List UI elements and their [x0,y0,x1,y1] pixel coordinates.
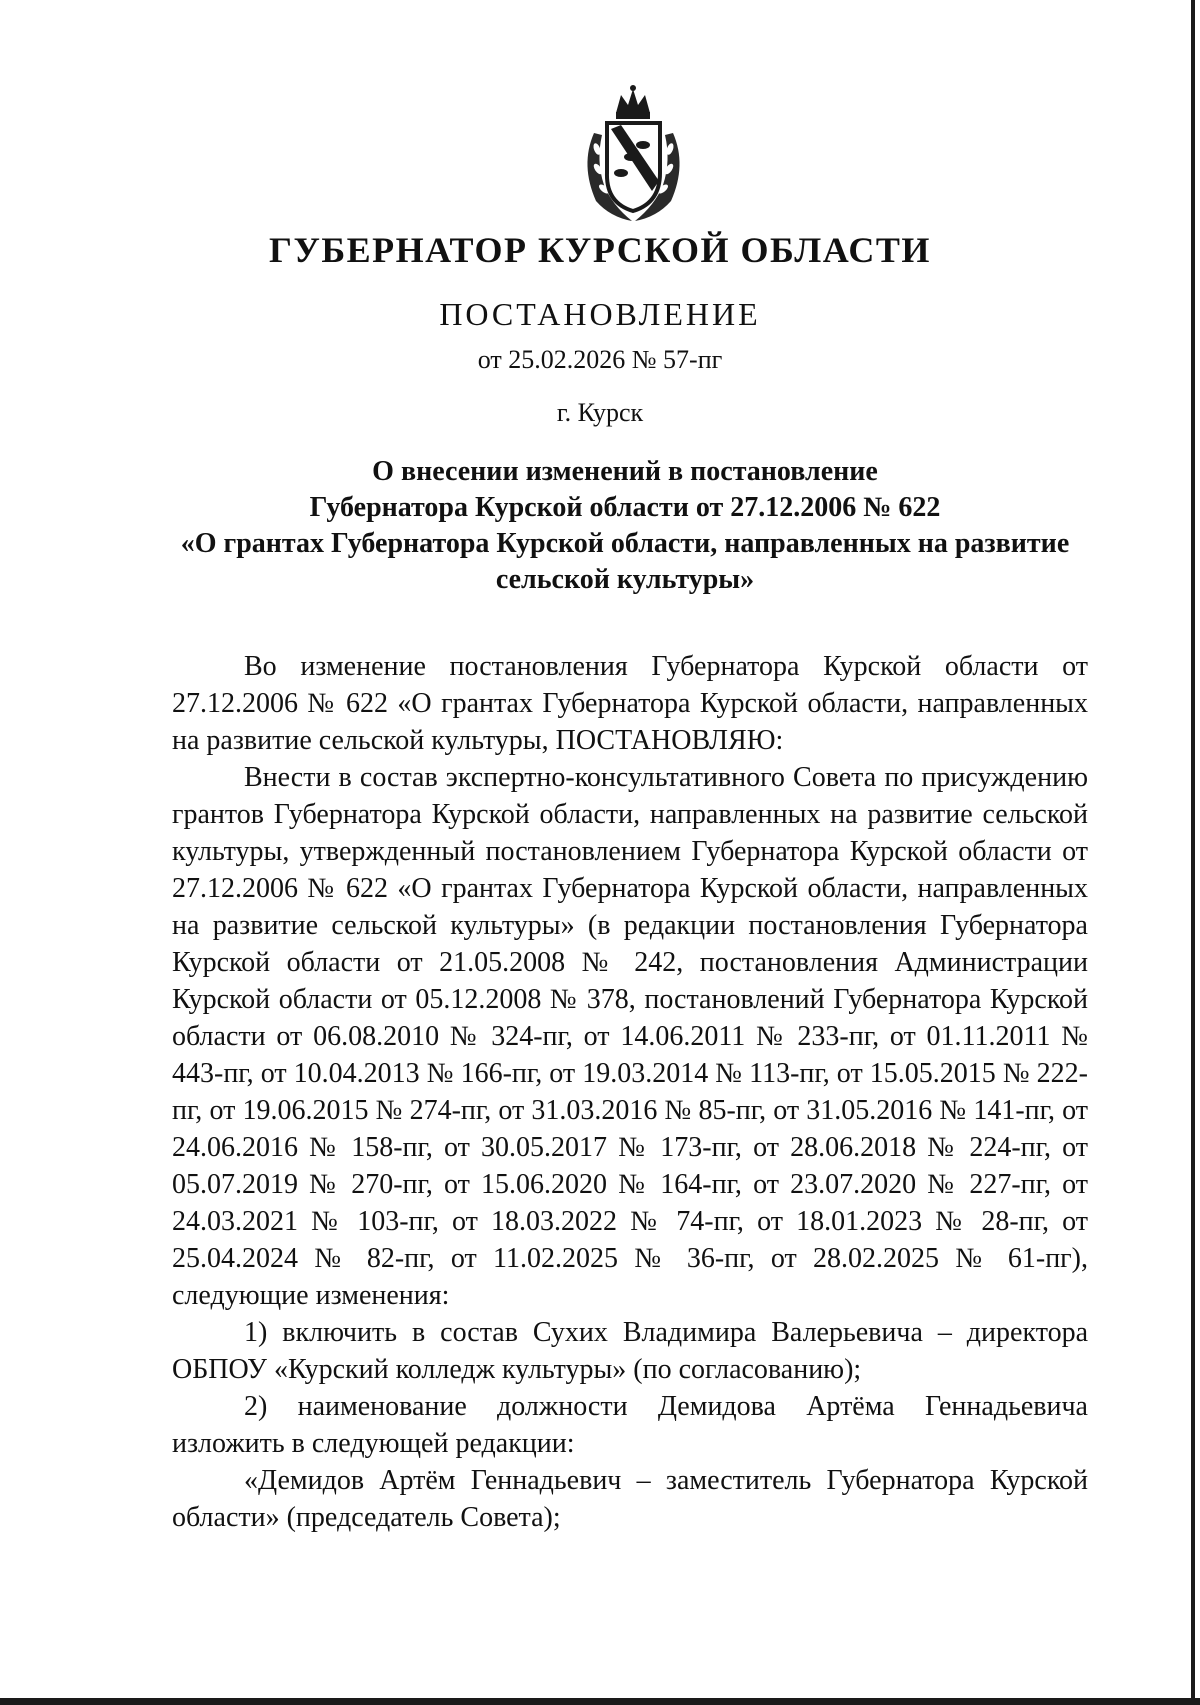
body-paragraph-amendment: Внести в состав экспертно-консультативного Совета по присуждению грантов Губернатора Курской области, направленных на развитие сельской культуры, утвержденный постановлением Губернатора Курской области от 27.12.2006 № 622 «О грантах Губернатора Курской области, направленных на развитие сельской культуры» (в редакции постановления Губернатора Курской области от 21.05.2008 № 242, постановления Администрации Курской области от 05.12.2008 № 378, постановлений Губернатора Курской области от 06.08.2010 № 324-пг, от 14.06.2011 № 233-пг, от 01.11.2011 № 443-пг, от 10.04.2013 № 166-пг, от 19.03.2014 № 113-пг, от 15.05.2015 № 222-пг, от 19.06.2015 № 274-пг, от 31.03.2016 № 85-пг, от 31.05.2016 № 141-пг, от 24.06.2016 № 158-пг, от 30.05.2017 № 173-пг, от 28.06.2018 № 224-пг, от 05.07.2019 № 270-пг, от 15.06.2020 № 164-пг, от 23.07.2020 № 227-пг, от 24.03.2021 № 103-пг, от 18.03.2022 № 74-пг, от 18.01.2023 № 28-пг, от 25.04.2024 № 82-пг, от 11.02.2025 № 36-пг, от 28.02.2025 № 61-пг), следующие изменения: [172,762,1088,1311]
title-line: О внесении изменений в постановление [372,456,878,487]
page-edge-bottom [0,1698,1200,1705]
document-date-number: от 25.02.2026 № 57-пг [477,345,723,374]
body-paragraph-preamble: Во изменение постановления Губернатора Курской области от 27.12.2006 № 622 «О грантах Губернатора Курской области, направленных на развитие сельской культуры, ПОСТАНОВЛЯЮ: [172,651,1088,756]
issuing-authority: ГУБЕРНАТОР КУРСКОЙ ОБЛАСТИ [269,230,931,270]
body-paragraph-item-1: 1) включить в состав Сухих Владимира Валерьевича – директора ОБПОУ «Курский колледж культуры» (по согласованию); [172,1317,1088,1385]
body-paragraph-item-2: 2) наименование должности Демидова Артёма Геннадьевича изложить в следующей редакции: [172,1391,1088,1459]
body-paragraph-quote: «Демидов Артём Геннадьевич – заместитель Губернатора Курской области» (председатель Совета); [172,1465,1088,1533]
document-type: ПОСТАНОВЛЕНИЕ [439,296,761,332]
title-line: Губернатора Курской области от 27.12.2006 № 622 [309,492,941,523]
title-line: «О грантах Губернатора Курской области, направленных на развитие [180,528,1070,559]
document-title [160,454,1090,598]
document-place: г. Курск [556,398,644,427]
document-body [172,648,1088,1536]
kursk-coat-of-arms-icon [566,85,701,225]
title-line: сельской культуры» [495,564,755,595]
